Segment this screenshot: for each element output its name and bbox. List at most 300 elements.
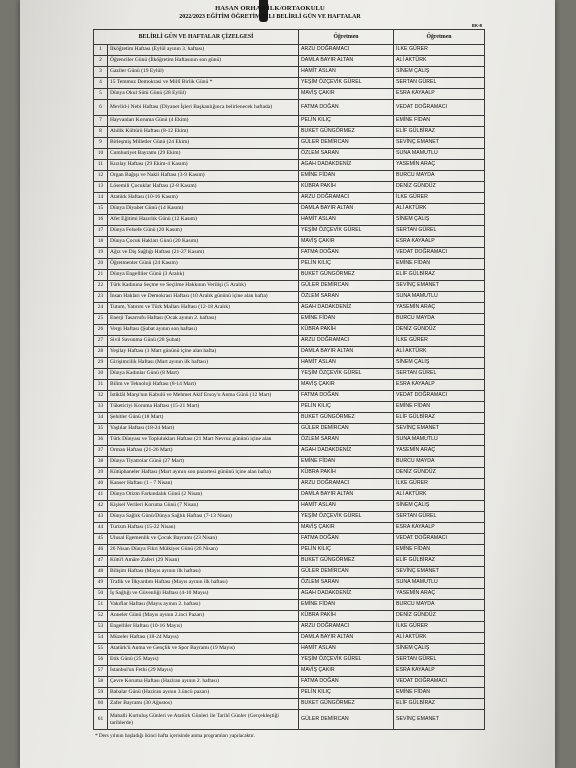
column-header-teacher-2: Öğretmen (394, 30, 485, 45)
teacher-1-cell: YEŞİM ÖZÇEVİK GÜREL (299, 78, 394, 89)
table-row (94, 78, 485, 89)
event-cell: Yeşilay Haftası (1 Mart gününü içine alan hafta) (108, 347, 299, 358)
event-cell: Turizm Haftası (15-22 Nisan) (108, 523, 299, 534)
table-row (94, 259, 485, 270)
table-row (94, 644, 485, 655)
table-row (94, 193, 485, 204)
teacher-1-cell: GÜLER DEMİRCAN (299, 138, 394, 149)
teacher-2-cell: VEDAT DOĞRAMACI (394, 534, 485, 545)
teacher-1-cell: HAMİT ASLAN (299, 67, 394, 78)
teacher-2-cell: YASEMİN ARAÇ (394, 160, 485, 171)
teacher-2-cell: SİNEM ÇALIŞ (394, 67, 485, 78)
event-cell: Sivil Savunma Günü (28 Şubat) (108, 336, 299, 347)
teacher-2-cell: DENİZ GÜNDÜZ (394, 611, 485, 622)
teacher-1-cell: EMİNE FİDAN (299, 600, 394, 611)
table-row (94, 710, 485, 730)
row-number: 42 (94, 501, 108, 512)
row-number: 38 (94, 457, 108, 468)
table-row (94, 699, 485, 710)
teacher-2-cell: SEVİNÇ EMANET (394, 138, 485, 149)
teacher-2-cell: İLKE GÜRER (394, 45, 485, 56)
teacher-1-cell: YEŞİM ÖZÇEVİK GÜREL (299, 226, 394, 237)
row-number: 7 (94, 116, 108, 127)
row-number: 41 (94, 490, 108, 501)
row-number: 15 (94, 204, 108, 215)
teacher-1-cell: AGAH DADAKDENİZ (299, 160, 394, 171)
teacher-1-cell: YEŞİM ÖZÇEVİK GÜREL (299, 369, 394, 380)
row-number: 21 (94, 270, 108, 281)
table-row (94, 336, 485, 347)
teacher-2-cell: İLKE GÜRER (394, 336, 485, 347)
row-number: 8 (94, 127, 108, 138)
event-cell: Orman Haftası (21-26 Mart) (108, 446, 299, 457)
teacher-2-cell: YASEMİN ARAÇ (394, 446, 485, 457)
row-number: 31 (94, 380, 108, 391)
row-number: 58 (94, 677, 108, 688)
row-number: 9 (94, 138, 108, 149)
row-number: 55 (94, 644, 108, 655)
event-cell: Öğretmenler Günü (24 Kasım) (108, 259, 299, 270)
table-row (94, 424, 485, 435)
teacher-1-cell: GÜLER DEMİRCAN (299, 281, 394, 292)
teacher-1-cell: EMİNE FİDAN (299, 171, 394, 182)
event-cell: Kişisel Verileri Koruma Günü (7 Nisan) (108, 501, 299, 512)
teacher-1-cell: HAMİT ASLAN (299, 501, 394, 512)
teacher-2-cell: ELİF GÜLBİRAZ (394, 270, 485, 281)
event-cell: Dünya Çocuk Hakları Günü (20 Kasım) (108, 237, 299, 248)
teacher-2-cell: DENİZ GÜNDÜZ (394, 325, 485, 336)
row-number: 11 (94, 160, 108, 171)
teacher-1-cell: ARZU DOĞRAMACI (299, 45, 394, 56)
table-row (94, 270, 485, 281)
event-cell: Gaziler Günü (19 Eylül) (108, 67, 299, 78)
teacher-2-cell: ALİ AKTÜRK (394, 347, 485, 358)
table-row (94, 666, 485, 677)
teacher-1-cell: MAVİŞ ÇAKIR (299, 237, 394, 248)
event-cell: Vakıflar Haftası (Mayıs ayının 2. haftası) (108, 600, 299, 611)
teacher-1-cell: AGAH DADAKDENİZ (299, 589, 394, 600)
row-number: 53 (94, 622, 108, 633)
teacher-2-cell: SİNEM ÇALIŞ (394, 501, 485, 512)
teacher-1-cell: DAMLA BAYIR ALTAN (299, 204, 394, 215)
table-row (94, 633, 485, 644)
row-number: 4 (94, 78, 108, 89)
event-cell: Dünya Diyabet Günü (14 Kasım) (108, 204, 299, 215)
teacher-1-cell: DAMLA BAYIR ALTAN (299, 347, 394, 358)
teacher-1-cell: BUKET GÜNGÖRMEZ (299, 556, 394, 567)
teacher-2-cell: BURCU MAYDA (394, 457, 485, 468)
teacher-2-cell: SERTAN GÜREL (394, 512, 485, 523)
event-cell: Müzeler Haftası (18-24 Mayıs) (108, 633, 299, 644)
event-cell: Girişimcilik Haftası (Mart ayının ilk haftası) (108, 358, 299, 369)
table-row (94, 435, 485, 446)
row-number: 22 (94, 281, 108, 292)
table-row (94, 215, 485, 226)
table-row (94, 578, 485, 589)
teacher-2-cell: VEDAT DOĞRAMACI (394, 248, 485, 259)
row-number: 47 (94, 556, 108, 567)
table-row (94, 512, 485, 523)
event-cell: Etik Günü (25 Mayıs) (108, 655, 299, 666)
table-row (94, 545, 485, 556)
teacher-2-cell: SİNEM ÇALIŞ (394, 358, 485, 369)
teacher-1-cell: HAMİT ASLAN (299, 215, 394, 226)
teacher-2-cell: ELİF GÜLBİRAZ (394, 556, 485, 567)
event-cell: Türk Kadınına Seçme ve Seçilme Hakkının Verilişi (5 Aralık) (108, 281, 299, 292)
event-cell: Bilim ve Teknoloji Haftası (8-14 Mart) (108, 380, 299, 391)
row-number: 44 (94, 523, 108, 534)
table-row (94, 281, 485, 292)
table-row (94, 622, 485, 633)
teacher-2-cell: VEDAT DOĞRAMACI (394, 100, 485, 116)
event-cell: Dünya Otizm Farkındalık Günü (2 Nisan) (108, 490, 299, 501)
event-cell: Şehitler Günü (18 Mart) (108, 413, 299, 424)
teacher-2-cell: ALİ AKTÜRK (394, 204, 485, 215)
teacher-2-cell: ESRA KAYAALP (394, 89, 485, 100)
table-row (94, 413, 485, 424)
table-row (94, 490, 485, 501)
table-row (94, 611, 485, 622)
teacher-2-cell: DENİZ GÜNDÜZ (394, 182, 485, 193)
event-cell: Dünya Kadınlar Günü (8 Mart) (108, 369, 299, 380)
teacher-1-cell: KÜBRA PAKİH (299, 468, 394, 479)
event-cell: Afet Eğitimi Hazırlık Günü (12 Kasım) (108, 215, 299, 226)
teacher-1-cell: ARZU DOĞRAMACI (299, 193, 394, 204)
event-cell: İş Sağlığı ve Güvenliği Haftası (4-10 Mayıs) (108, 589, 299, 600)
event-cell: Hayvanları Koruma Günü (4 Ekim) (108, 116, 299, 127)
row-number: 2 (94, 56, 108, 67)
row-number: 19 (94, 248, 108, 259)
event-cell: Cumhuriyet Bayramı (29 Ekim) (108, 149, 299, 160)
teacher-1-cell: KÜBRA PAKİH (299, 611, 394, 622)
table-row (94, 380, 485, 391)
row-number: 35 (94, 424, 108, 435)
row-number: 49 (94, 578, 108, 589)
event-cell: 15 Temmuz Demokrasi ve Millî Birlik Günü * (108, 78, 299, 89)
teacher-2-cell: SERTAN GÜREL (394, 78, 485, 89)
row-number: 12 (94, 171, 108, 182)
table-row (94, 501, 485, 512)
table-row (94, 655, 485, 666)
table-row (94, 204, 485, 215)
teacher-1-cell: BUKET GÜNGÖRMEZ (299, 699, 394, 710)
row-number: 27 (94, 336, 108, 347)
teacher-2-cell: VEDAT DOĞRAMACI (394, 677, 485, 688)
row-number: 29 (94, 358, 108, 369)
event-cell: Dünya Felsefe Günü (20 Kasım) (108, 226, 299, 237)
teacher-2-cell: SEVİNÇ EMANET (394, 710, 485, 730)
table-row (94, 171, 485, 182)
teacher-1-cell: ARZU DOĞRAMACI (299, 622, 394, 633)
table-row (94, 160, 485, 171)
teacher-1-cell: AGAH DADAKDENİZ (299, 303, 394, 314)
teacher-2-cell: ELİF GÜLBİRAZ (394, 413, 485, 424)
table-row (94, 446, 485, 457)
row-number: 16 (94, 215, 108, 226)
table-row (94, 457, 485, 468)
row-number: 60 (94, 699, 108, 710)
table-row (94, 314, 485, 325)
teacher-1-cell: FATMA DOĞAN (299, 534, 394, 545)
table-row (94, 589, 485, 600)
teacher-2-cell: BURCU MAYDA (394, 171, 485, 182)
event-cell: Tutum, Yatırım ve Türk Malları Haftası (12-18 Aralık) (108, 303, 299, 314)
table-row (94, 56, 485, 67)
event-cell: Dünya Okul Sütü Günü (28 Eylül) (108, 89, 299, 100)
table-row (94, 468, 485, 479)
teacher-2-cell: İLKE GÜRER (394, 479, 485, 490)
table-body (94, 45, 485, 730)
event-cell: Kızılay Haftası (29 Ekim-4 Kasım) (108, 160, 299, 171)
table-row (94, 325, 485, 336)
teacher-2-cell: VEDAT DOĞRAMACI (394, 391, 485, 402)
teacher-2-cell: SİNEM ÇALIŞ (394, 215, 485, 226)
teacher-1-cell: HAMİT ASLAN (299, 358, 394, 369)
teacher-1-cell: MAVİŞ ÇAKIR (299, 89, 394, 100)
row-number: 23 (94, 292, 108, 303)
table-row (94, 226, 485, 237)
table-row (94, 138, 485, 149)
row-number: 56 (94, 655, 108, 666)
teacher-1-cell: ÖZLEM SARAN (299, 578, 394, 589)
event-cell: Dünya Tiyatrolar Günü (27 Mart) (108, 457, 299, 468)
event-cell: Öğrenciler Günü (İlköğretim Haftasının son günü) (108, 56, 299, 67)
teacher-2-cell: SUNA MAMUTLU (394, 578, 485, 589)
teacher-2-cell: YASEMİN ARAÇ (394, 303, 485, 314)
table-row (94, 369, 485, 380)
teacher-2-cell: SEVİNÇ EMANET (394, 424, 485, 435)
event-cell: Kûtü'l Amâre Zaferi (29 Nisan) (108, 556, 299, 567)
table-row (94, 677, 485, 688)
table-row (94, 358, 485, 369)
teacher-1-cell: GÜLER DEMİRCAN (299, 710, 394, 730)
teacher-2-cell: SUNA MAMUTLU (394, 435, 485, 446)
event-cell: Zafer Bayramı (30 Ağustos) (108, 699, 299, 710)
row-number: 10 (94, 149, 108, 160)
table-row (94, 67, 485, 78)
teacher-2-cell: ELİF GÜLBİRAZ (394, 699, 485, 710)
teacher-2-cell: İLKE GÜRER (394, 193, 485, 204)
event-cell: 26 Nisan Dünya Fikri Mülkiyet Günü (26 Nisan) (108, 545, 299, 556)
event-cell: Atatürk Haftası (10-16 Kasım) (108, 193, 299, 204)
teacher-2-cell: SERTAN GÜREL (394, 226, 485, 237)
teacher-1-cell: FATMA DOĞAN (299, 677, 394, 688)
row-number: 39 (94, 468, 108, 479)
teacher-2-cell: SUNA MAMUTLU (394, 292, 485, 303)
table-row (94, 303, 485, 314)
document-title: 2022/2023 EĞİTİM ÖĞRETİM YILI BELİRLİ GÜN VE HAFTALAR (179, 14, 361, 20)
row-number: 5 (94, 89, 108, 100)
row-number: 20 (94, 259, 108, 270)
row-number: 30 (94, 369, 108, 380)
table-row (94, 479, 485, 490)
event-cell: Ulusal Egemenlik ve Çocuk Bayramı (23 Nisan) (108, 534, 299, 545)
table-row (94, 556, 485, 567)
event-cell: Dünya Engelliler Günü (3 Aralık) (108, 270, 299, 281)
table-row (94, 523, 485, 534)
row-number: 25 (94, 314, 108, 325)
teacher-2-cell: EMİNE FİDAN (394, 688, 485, 699)
table-row (94, 116, 485, 127)
row-number: 28 (94, 347, 108, 358)
table-row (94, 89, 485, 100)
event-cell: Ahilik Kültürü Haftası (8-12 Ekim) (108, 127, 299, 138)
teacher-1-cell: GÜLER DEMİRCAN (299, 424, 394, 435)
row-number: 51 (94, 600, 108, 611)
row-number: 17 (94, 226, 108, 237)
teacher-1-cell: MAVİŞ ÇAKIR (299, 380, 394, 391)
event-cell: Mahalli Kurtuluş Günleri ve Atatürk Günleri ile Tarihî Günler (Gerçekleştiği tarihlerde) (108, 710, 299, 730)
event-cell: İstiklâl Marşı'nın Kabulü ve Mehmet Akif Ersoy'u Anma Günü (12 Mart) (108, 391, 299, 402)
event-cell: Türk Dünyası ve Toplulukları Haftası (21 Mart Nevruz gününü içine alan (108, 435, 299, 446)
teacher-2-cell: ALİ AKTÜRK (394, 633, 485, 644)
row-number: 52 (94, 611, 108, 622)
teacher-2-cell: DENİZ GÜNDÜZ (394, 468, 485, 479)
row-number: 50 (94, 589, 108, 600)
teacher-2-cell: EMİNE FİDAN (394, 545, 485, 556)
teacher-2-cell: ESRA KAYAALP (394, 666, 485, 677)
teacher-1-cell: MAVİŞ ÇAKIR (299, 523, 394, 534)
row-number: 36 (94, 435, 108, 446)
table-row (94, 182, 485, 193)
teacher-1-cell: KÜBRA PAKİH (299, 182, 394, 193)
event-cell: Enerji Tasarrufu Haftası (Ocak ayının 2. haftası) (108, 314, 299, 325)
event-cell: Babalar Günü (Haziran ayının 3.üncü pazarı) (108, 688, 299, 699)
column-header-teacher-1: Öğretmen (299, 30, 394, 45)
teacher-2-cell: ELİF GÜLBİRAZ (394, 127, 485, 138)
table-row (94, 567, 485, 578)
teacher-2-cell: ALİ AKTÜRK (394, 56, 485, 67)
teacher-1-cell: EMİNE FİDAN (299, 314, 394, 325)
event-cell: Tüketiciyi Koruma Haftası (15-21 Mart) (108, 402, 299, 413)
row-number: 32 (94, 391, 108, 402)
teacher-1-cell: EMİNE FİDAN (299, 457, 394, 468)
teacher-1-cell: DAMLA BAYIR ALTAN (299, 633, 394, 644)
row-number: 40 (94, 479, 108, 490)
event-cell: Atatürk'ü Anma ve Gençlik ve Spor Bayramı (19 Mayıs) (108, 644, 299, 655)
teacher-2-cell: ESRA KAYAALP (394, 523, 485, 534)
teacher-1-cell: ÖZLEM SARAN (299, 292, 394, 303)
table-header-row (94, 30, 485, 45)
teacher-2-cell: SİNEM ÇALIŞ (394, 644, 485, 655)
teacher-1-cell: PELİN KILIÇ (299, 545, 394, 556)
row-number: 24 (94, 303, 108, 314)
teacher-1-cell: FATMA DOĞAN (299, 248, 394, 259)
teacher-1-cell: AGAH DADAKDENİZ (299, 446, 394, 457)
teacher-2-cell: EMİNE FİDAN (394, 259, 485, 270)
row-number: 57 (94, 666, 108, 677)
teacher-1-cell: PELİN KILIÇ (299, 116, 394, 127)
event-cell: İnsan Hakları ve Demokrasi Haftası (10 Aralık gününü içine alan hafta) (108, 292, 299, 303)
table-row (94, 248, 485, 259)
event-cell: Birleşmiş Milletler Günü (24 Ekim) (108, 138, 299, 149)
event-cell: Organ Bağışı ve Nakli Haftası (3-9 Kasım) (108, 171, 299, 182)
row-number: 1 (94, 45, 108, 56)
table-row (94, 347, 485, 358)
footnote: * Ders yılının başladığı ikinci hafta içerisinde anma programları yapılacaktır. (95, 733, 255, 739)
row-number: 18 (94, 237, 108, 248)
row-number: 6 (94, 100, 108, 116)
teacher-2-cell: ESRA KAYAALP (394, 380, 485, 391)
teacher-1-cell: ARZU DOĞRAMACI (299, 479, 394, 490)
table-row (94, 149, 485, 160)
row-number: 34 (94, 413, 108, 424)
teacher-2-cell: ALİ AKTÜRK (394, 490, 485, 501)
teacher-2-cell: YASEMİN ARAÇ (394, 589, 485, 600)
teacher-1-cell: BUKET GÜNGÖRMEZ (299, 413, 394, 424)
row-number: 13 (94, 182, 108, 193)
teacher-1-cell: GÜLER DEMİRCAN (299, 567, 394, 578)
teacher-2-cell: ESRA KAYAALP (394, 237, 485, 248)
event-cell: Lösemili Çocuklar Haftası (2-8 Kasım) (108, 182, 299, 193)
event-cell: İlköğretim Haftası (Eylül ayının 3. haftası) (108, 45, 299, 56)
annex-label: EK-8 (471, 23, 482, 28)
event-cell: İstanbul'un Fethi (29 Mayıs) (108, 666, 299, 677)
teacher-1-cell: BUKET GÜNGÖRMEZ (299, 270, 394, 281)
teacher-1-cell: PELİN KILIÇ (299, 402, 394, 413)
teacher-1-cell: KÜBRA PAKİH (299, 325, 394, 336)
event-cell: Dünya Sağlık Günü/Dünya Sağlık Haftası (7-13 Nisan) (108, 512, 299, 523)
event-cell: Vergi Haftası (Şubat ayının son haftası) (108, 325, 299, 336)
row-number: 46 (94, 545, 108, 556)
teacher-2-cell: İLKE GÜRER (394, 622, 485, 633)
teacher-1-cell: YEŞİM ÖZÇEVİK GÜREL (299, 512, 394, 523)
teacher-1-cell: PELİN KILIÇ (299, 259, 394, 270)
teacher-1-cell: ARZU DOĞRAMACI (299, 336, 394, 347)
school-name: HASAN ORHAN İLK/ORTAOKULU (215, 5, 325, 12)
teacher-1-cell: FATMA DOĞAN (299, 391, 394, 402)
table-row (94, 534, 485, 545)
teacher-2-cell: SEVİNÇ EMANET (394, 567, 485, 578)
teacher-2-cell: SERTAN GÜREL (394, 655, 485, 666)
teacher-2-cell: BURCU MAYDA (394, 314, 485, 325)
teacher-2-cell: BURCU MAYDA (394, 600, 485, 611)
teacher-2-cell: SERTAN GÜREL (394, 369, 485, 380)
table-row (94, 402, 485, 413)
row-number: 3 (94, 67, 108, 78)
teacher-2-cell: SUNA MAMUTLU (394, 149, 485, 160)
event-cell: Ağız ve Diş Sağlığı Haftası (21-27 Kasım) (108, 248, 299, 259)
event-cell: Çevre Koruma Haftası (Haziran ayının 2. haftası) (108, 677, 299, 688)
special-days-table (93, 29, 485, 730)
table-row (94, 100, 485, 116)
table-row (94, 688, 485, 699)
row-number: 48 (94, 567, 108, 578)
teacher-1-cell: DAMLA BAYIR ALTAN (299, 490, 394, 501)
table-row (94, 600, 485, 611)
row-number: 37 (94, 446, 108, 457)
row-number: 43 (94, 512, 108, 523)
event-cell: Anneler Günü (Mayıs ayının 2.inci Pazarı) (108, 611, 299, 622)
row-number: 26 (94, 325, 108, 336)
event-cell: Kütüphaneler Haftası (Mart ayının son pazartesi gününü içine alan hafta) (108, 468, 299, 479)
teacher-1-cell: ÖZLEM SARAN (299, 435, 394, 446)
table-row (94, 391, 485, 402)
event-cell: Yaşlılar Haftası (18-24 Mart) (108, 424, 299, 435)
teacher-1-cell: DAMLA BAYIR ALTAN (299, 56, 394, 67)
row-number: 45 (94, 534, 108, 545)
table-row (94, 237, 485, 248)
row-number: 33 (94, 402, 108, 413)
row-number: 54 (94, 633, 108, 644)
teacher-1-cell: ÖZLEM SARAN (299, 149, 394, 160)
event-cell: Trafik ve İlkyardım Haftası (Mayıs ayının ilk haftası) (108, 578, 299, 589)
teacher-1-cell: YEŞİM ÖZÇEVİK GÜREL (299, 655, 394, 666)
row-number: 61 (94, 710, 108, 730)
teacher-2-cell: SEVİNÇ EMANET (394, 281, 485, 292)
teacher-2-cell: EMİNE FİDAN (394, 116, 485, 127)
teacher-1-cell: PELİN KILIÇ (299, 688, 394, 699)
